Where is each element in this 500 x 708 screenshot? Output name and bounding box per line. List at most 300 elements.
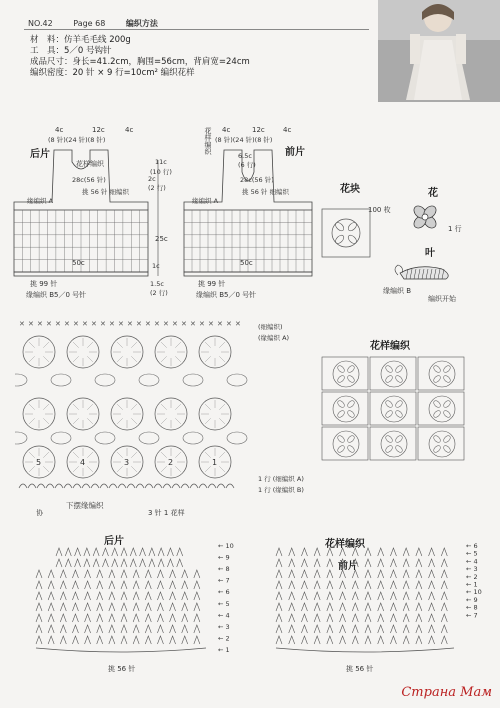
back-width: 50c — [72, 259, 85, 267]
motif-spoke — [161, 342, 167, 348]
leaf-connector — [15, 432, 27, 444]
hem-scallop — [199, 484, 207, 488]
stitch-symbol — [378, 581, 384, 589]
stitch-symbol — [121, 636, 127, 644]
stitch-symbol — [289, 636, 295, 644]
front-pattern-label: 花样编织 — [204, 127, 212, 155]
stitch-symbol — [157, 614, 163, 622]
stitch-symbol — [289, 614, 295, 622]
stitch-symbol — [327, 570, 333, 578]
stitch-symbol — [340, 581, 346, 589]
front-top-left-width: 4c — [222, 126, 231, 134]
stitch-symbol — [56, 548, 62, 556]
panel-petal — [432, 374, 441, 383]
stitch-symbol — [441, 614, 447, 622]
chain-mark: ✕ — [37, 320, 43, 328]
stitch-symbol — [416, 603, 422, 611]
panel-petal — [442, 444, 451, 453]
hem-scallop — [55, 484, 63, 488]
panel-petal — [346, 409, 355, 418]
stitch-symbol — [378, 592, 384, 600]
back-top-right-width: 4c — [125, 126, 134, 134]
stitch-symbol — [390, 570, 396, 578]
stitch-symbol — [378, 559, 384, 567]
stitch-symbol — [301, 614, 307, 622]
panel-circle — [381, 361, 407, 387]
front-neck-drop: 6.5c — [238, 152, 252, 160]
stitch-symbol — [133, 625, 139, 633]
panel-petal — [336, 399, 345, 408]
leaf-start: 编织开始 — [428, 295, 456, 303]
panel-petal — [346, 444, 355, 453]
motif-spoke — [161, 452, 167, 458]
stitch-symbol — [72, 570, 78, 578]
chain-mark: ✕ — [28, 320, 34, 328]
front-schematic-diagram — [178, 130, 318, 290]
chain-mark: ✕ — [208, 320, 214, 328]
stitch-symbol — [140, 559, 146, 567]
row-number: ← 7 — [466, 611, 478, 620]
stitch-symbol — [130, 559, 136, 567]
stitch-symbol — [85, 603, 91, 611]
panel-petal — [384, 374, 393, 383]
stitch-symbol — [416, 614, 422, 622]
stitch-symbol — [72, 614, 78, 622]
row-number: ← 7 — [218, 576, 230, 585]
stitch-symbol — [301, 592, 307, 600]
motif-spoke — [205, 356, 211, 362]
panel-petal — [336, 434, 345, 443]
stitch-symbol — [48, 592, 54, 600]
stitch-symbol — [157, 592, 163, 600]
stitch-symbol — [109, 625, 115, 633]
hem-scallop — [217, 484, 225, 488]
stitch-symbol — [60, 614, 66, 622]
motif-spoke — [219, 356, 225, 362]
motif-spoke — [131, 342, 137, 348]
stitch-symbol — [352, 581, 358, 589]
stitch-symbol — [145, 636, 151, 644]
motif-spoke — [43, 466, 49, 472]
site-watermark: Страна Мам — [401, 685, 492, 700]
panel-petal — [432, 399, 441, 408]
back-schematic-title: 后片 — [30, 149, 50, 160]
stitch-symbol — [403, 592, 409, 600]
motif-spoke — [175, 342, 181, 348]
panel-circle — [429, 396, 455, 422]
panel-cell — [322, 392, 368, 425]
motif-petal — [334, 234, 345, 245]
motif-petal — [347, 234, 358, 245]
front-chart-pattern-title: 花样编织 — [325, 539, 365, 550]
stitch-symbol — [121, 548, 127, 556]
stitch-symbol — [121, 581, 127, 589]
stitch-symbol — [60, 570, 66, 578]
motif-spoke — [29, 342, 35, 348]
stitch-symbol — [352, 614, 358, 622]
front-bottom-edge: 缘编织 B5／0 号针 — [196, 291, 257, 299]
chain-mark: ✕ — [154, 320, 160, 328]
back-neck-note: 挑 56 针 细编织 — [82, 188, 129, 196]
stitch-symbol — [56, 559, 62, 567]
stitch-symbol — [276, 559, 282, 567]
back-bottom-stitches: 挑 99 针 — [30, 280, 58, 288]
front-chart-foot: 挑 56 针 — [346, 665, 374, 673]
motif-spoke — [73, 418, 79, 424]
stitch-symbol — [429, 614, 435, 622]
panel-petal — [384, 444, 393, 453]
stitch-symbol — [365, 548, 371, 556]
stitch-symbol — [289, 581, 295, 589]
stitch-symbol — [429, 603, 435, 611]
stitch-symbol — [441, 559, 447, 567]
stitch-symbol — [36, 625, 42, 633]
stitch-symbol — [157, 581, 163, 589]
stitch-symbol — [314, 570, 320, 578]
stitch-symbol — [48, 614, 54, 622]
stitch-symbol — [170, 614, 176, 622]
stitch-symbol — [403, 614, 409, 622]
chain-mark: ✕ — [217, 320, 223, 328]
stitch-symbol — [167, 548, 173, 556]
back-edge-label: 缘编织 A — [27, 197, 54, 205]
stitch-symbol — [314, 636, 320, 644]
stitch-symbol — [429, 592, 435, 600]
stitch-symbol — [340, 636, 346, 644]
motif-spoke — [219, 404, 225, 410]
stitch-symbol — [416, 570, 422, 578]
stitch-symbol — [97, 592, 103, 600]
front-neck-note: 挑 56 针 细编织 — [242, 188, 289, 196]
motif-spoke — [29, 356, 35, 362]
leaf-connector — [139, 432, 159, 444]
stitch-symbol — [97, 614, 103, 622]
stitch-symbol — [340, 603, 346, 611]
chain-mark: ✕ — [163, 320, 169, 328]
stitch-symbol — [170, 570, 176, 578]
stitch-symbol — [314, 603, 320, 611]
panel-petal — [346, 374, 355, 383]
spec-materials: 材 料：仿羊毛毛线 200g — [30, 35, 131, 45]
stitch-symbol — [327, 548, 333, 556]
stitch-symbol — [133, 614, 139, 622]
stitch-symbol — [109, 581, 115, 589]
stitch-symbol — [390, 614, 396, 622]
motif-spoke — [131, 466, 137, 472]
stitch-symbol — [301, 581, 307, 589]
stitch-symbol — [416, 559, 422, 567]
stitch-symbol — [84, 559, 90, 567]
panel-petal — [394, 444, 403, 453]
stitch-symbol — [145, 614, 151, 622]
hem-scallop — [109, 484, 117, 488]
panel-petal — [336, 364, 345, 373]
motif-spoke — [219, 418, 225, 424]
stitch-symbol — [289, 603, 295, 611]
stitch-symbol — [145, 625, 151, 633]
row-number: ← 5 — [218, 599, 230, 608]
stitch-symbol — [158, 548, 164, 556]
stitch-symbol — [133, 570, 139, 578]
stitch-symbol — [429, 581, 435, 589]
stitch-symbol — [441, 636, 447, 644]
hem-scallop — [64, 484, 72, 488]
panel-petal — [432, 409, 441, 418]
panel-petal — [394, 434, 403, 443]
chain-mark: ✕ — [199, 320, 205, 328]
stitch-symbol — [340, 614, 346, 622]
back-armhole-rows: (10 行) — [150, 168, 172, 176]
stitch-symbol — [289, 625, 295, 633]
panel-petal — [394, 399, 403, 408]
motif-spoke — [117, 452, 123, 458]
panel-circle — [429, 431, 455, 457]
stitch-symbol — [145, 592, 151, 600]
stitch-symbol — [289, 592, 295, 600]
stitch-symbol — [390, 581, 396, 589]
motif-spoke — [219, 342, 225, 348]
stitch-symbol — [121, 614, 127, 622]
chain-mark: ✕ — [82, 320, 88, 328]
motif-number: 5 — [36, 458, 42, 467]
motif-spoke — [73, 404, 79, 410]
schematic-group — [14, 150, 158, 276]
panel-petal — [442, 434, 451, 443]
panel-petal — [346, 434, 355, 443]
panel-petal — [384, 434, 393, 443]
child-photo-illustration — [378, 0, 500, 102]
stitch-symbol — [378, 614, 384, 622]
panel-petal — [394, 409, 403, 418]
stitch-symbol — [75, 548, 81, 556]
stitch-symbol — [403, 570, 409, 578]
stitch-symbol — [403, 559, 409, 567]
back-hem-rows: (2 行) — [150, 289, 168, 297]
motif-spoke — [131, 418, 137, 424]
stitch-symbol — [72, 636, 78, 644]
hem-scallop — [190, 484, 198, 488]
motif-spoke — [87, 452, 93, 458]
hem-scallop — [46, 484, 54, 488]
stitch-symbol — [170, 636, 176, 644]
stitch-symbol — [60, 625, 66, 633]
stitch-symbol — [93, 559, 99, 567]
stitch-symbol — [365, 581, 371, 589]
motif-number: 1 — [212, 458, 218, 467]
motif-spoke — [161, 466, 167, 472]
stitch-symbol — [289, 559, 295, 567]
stitch-symbol — [365, 570, 371, 578]
panel-petal — [442, 374, 451, 383]
stitch-symbol — [301, 625, 307, 633]
motif-spoke — [43, 418, 49, 424]
motif-diagrams — [318, 195, 498, 305]
stitch-symbol — [48, 625, 54, 633]
stitch-symbol — [289, 570, 295, 578]
row-number: ← 8 — [218, 565, 230, 574]
flower-rows: 1 行 — [448, 225, 462, 233]
stitch-symbol — [276, 592, 282, 600]
motif-number: 2 — [168, 458, 174, 467]
stitch-symbol — [72, 603, 78, 611]
chain-mark: ✕ — [109, 320, 115, 328]
hem-scallop — [172, 484, 180, 488]
stitch-symbol — [276, 548, 282, 556]
motif-spoke — [87, 342, 93, 348]
hem-scallop — [163, 484, 171, 488]
stitch-symbol — [429, 559, 435, 567]
stitch-symbol — [85, 570, 91, 578]
stitch-symbol — [72, 581, 78, 589]
stitch-symbol — [390, 548, 396, 556]
leaf-connector — [95, 374, 115, 386]
back-stitch-chart — [22, 536, 244, 660]
spec-tools: 工 具：5／0 号钩针 — [30, 46, 112, 56]
stitch-symbol — [75, 559, 81, 567]
motif-spoke — [175, 452, 181, 458]
leaf-connector — [139, 374, 159, 386]
stitch-symbol — [157, 603, 163, 611]
motif-petal — [334, 221, 345, 232]
model-photo — [378, 0, 500, 102]
stitch-symbol — [36, 592, 42, 600]
chain-mark: ✕ — [172, 320, 178, 328]
motif-spoke — [73, 342, 79, 348]
big-chart-bottom-right-1: 1 行 (细编织 A) — [258, 475, 304, 483]
hem-scallop — [127, 484, 135, 488]
motif-spoke — [117, 342, 123, 348]
motif-spoke — [131, 452, 137, 458]
panel-petal — [442, 364, 451, 373]
motif-spoke — [87, 404, 93, 410]
panel-cell — [370, 357, 416, 390]
motif-spoke — [161, 418, 167, 424]
motif-spoke — [117, 466, 123, 472]
stitch-symbol — [352, 603, 358, 611]
stitch-symbol — [133, 603, 139, 611]
chart-hem — [276, 648, 454, 652]
schematic-hem — [184, 272, 312, 276]
back-top-center-width: 12c — [92, 126, 105, 134]
panel-petal — [394, 374, 403, 383]
stitch-symbol — [97, 603, 103, 611]
panel-cell — [370, 427, 416, 460]
stitch-symbol — [327, 625, 333, 633]
motif-square — [322, 209, 370, 257]
stitch-symbol — [301, 603, 307, 611]
stitch-symbol — [112, 559, 118, 567]
motif-spoke — [205, 404, 211, 410]
leaf-edge: 缘编织 B — [383, 287, 412, 295]
stitch-symbol — [365, 636, 371, 644]
chain-mark: ✕ — [118, 320, 124, 328]
motif-spoke — [43, 342, 49, 348]
stitch-symbol — [390, 625, 396, 633]
page-number: Page 68 — [73, 19, 106, 28]
skirt-motif-chart — [15, 318, 255, 498]
header-rule — [24, 29, 369, 30]
big-chart-right-2: (缘编织 A) — [258, 334, 290, 342]
stitch-symbol — [289, 548, 295, 556]
stitch-symbol — [352, 625, 358, 633]
hem-scallop — [208, 484, 216, 488]
panel-circle — [333, 431, 359, 457]
panel-cell — [418, 427, 464, 460]
stitch-symbol — [429, 625, 435, 633]
panel-petal — [336, 444, 345, 453]
row-number: ← 10 — [218, 542, 234, 550]
stitch-symbol — [48, 570, 54, 578]
stitch-symbol — [85, 625, 91, 633]
motif-spoke — [43, 356, 49, 362]
stitch-symbol — [441, 603, 447, 611]
stitch-symbol — [133, 592, 139, 600]
stitch-symbol — [403, 548, 409, 556]
stitch-symbol — [314, 548, 320, 556]
back-schematic-diagram — [8, 130, 178, 290]
motif-spoke — [219, 466, 225, 472]
stitch-symbol — [365, 603, 371, 611]
chain-mark: ✕ — [136, 320, 142, 328]
row-number: ← 4 — [218, 611, 230, 620]
stitch-symbol — [177, 559, 183, 567]
stitch-symbol — [112, 548, 118, 556]
stitch-symbol — [48, 603, 54, 611]
leaf-connector — [15, 374, 27, 386]
hem-scallop — [37, 484, 45, 488]
hem-scallop — [154, 484, 162, 488]
row-number: ← 5 — [466, 549, 478, 558]
spec-gauge: 编织密度：20 针 × 9 行=10cm² 编织花样 — [30, 68, 195, 78]
chain-mark: ✕ — [145, 320, 151, 328]
stitch-symbol — [157, 636, 163, 644]
panel-petal — [394, 364, 403, 373]
hem-scallop — [100, 484, 108, 488]
chain-mark: ✕ — [190, 320, 196, 328]
stitch-symbol — [365, 559, 371, 567]
row-number: ← 1 — [466, 580, 478, 589]
spec-size: 成品尺寸：身长=41.2cm，胸围=56cm，背肩宽=24cm — [30, 57, 250, 67]
stitch-symbol — [97, 636, 103, 644]
stitch-symbol — [85, 592, 91, 600]
motif-spoke — [29, 466, 35, 472]
panel-petal — [384, 409, 393, 418]
motif-spoke — [205, 466, 211, 472]
stitch-symbol — [365, 614, 371, 622]
back-armhole-depth: 11c — [155, 158, 167, 166]
stitch-symbol — [441, 592, 447, 600]
stitch-symbol — [441, 548, 447, 556]
front-width: 50c — [240, 259, 253, 267]
stitch-symbol — [182, 581, 188, 589]
big-chart-right-1: (细编织) — [258, 323, 283, 331]
chain-mark: ✕ — [100, 320, 106, 328]
motif-petal — [347, 221, 358, 232]
front-chart-title: 前片 — [338, 561, 358, 572]
stitch-symbol — [403, 581, 409, 589]
stitch-symbol — [109, 636, 115, 644]
motif-spoke — [73, 356, 79, 362]
panel-cell — [418, 357, 464, 390]
stitch-symbol — [121, 603, 127, 611]
stitch-symbol — [182, 636, 188, 644]
stitch-symbol — [48, 636, 54, 644]
motif-spoke — [175, 418, 181, 424]
stitch-symbol — [84, 548, 90, 556]
stitch-symbol — [167, 559, 173, 567]
panel-circle — [381, 431, 407, 457]
leaf-connector — [227, 432, 247, 444]
